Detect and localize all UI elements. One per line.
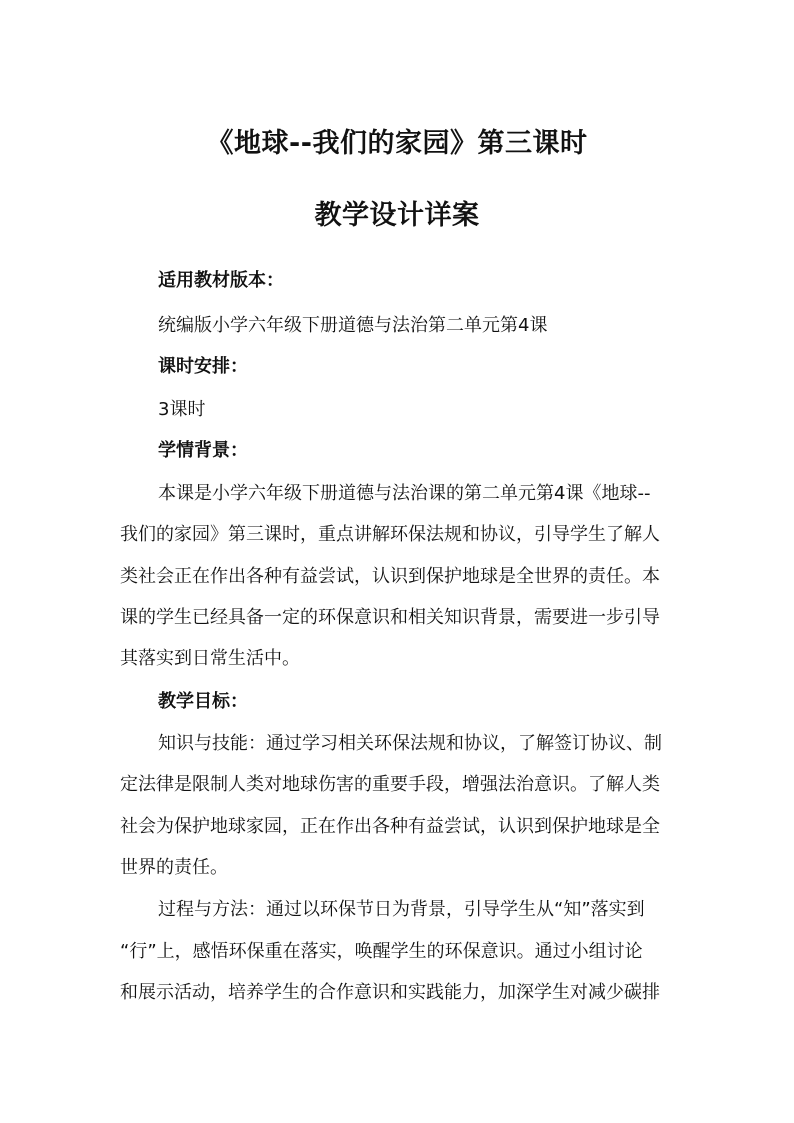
background-line-5: 其落实到日常生活中。 bbox=[120, 648, 300, 669]
schedule-value: 3课时 bbox=[158, 399, 206, 420]
goals-knowledge-line-1: 知识与技能：通过学习相关环保法规和协议，了解签订协议、制 bbox=[158, 733, 662, 754]
goals-knowledge-line-2: 定法律是限制人类对地球伤害的重要手段，增强法治意识。了解人类 bbox=[120, 774, 660, 795]
goals-knowledge-line-3: 社会为保护地球家园，正在作出各种有益尝试，认识到保护地球是全 bbox=[120, 816, 660, 837]
goals-process-line-2: “行”上，感悟环保重在落实，唤醒学生的环保意识。通过小组讨论 bbox=[120, 941, 643, 962]
background-line-4: 课的学生已经具备一定的环保意识和相关知识背景，需要进一步引导 bbox=[120, 607, 660, 628]
goals-heading: 教学目标： bbox=[158, 691, 248, 712]
goals-process-line-3: 和展示活动，培养学生的合作意识和实践能力，加深学生对减少碳排 bbox=[120, 982, 660, 1003]
schedule-heading: 课时安排： bbox=[158, 356, 248, 377]
textbook-value: 统编版小学六年级下册道德与法治第二单元第4课 bbox=[158, 315, 548, 336]
document-title-line-1: 《地球--我们的家园》第三课时 bbox=[206, 128, 588, 159]
background-line-2: 我们的家园》第三课时，重点讲解环保法规和协议，引导学生了解人 bbox=[120, 524, 660, 545]
background-heading: 学情背景： bbox=[158, 440, 248, 461]
document-title-line-2: 教学设计详案 bbox=[314, 200, 480, 231]
background-line-1: 本课是小学六年级下册道德与法治课的第二单元第4课《地球-- bbox=[158, 483, 651, 504]
goals-knowledge-line-4: 世界的责任。 bbox=[120, 857, 228, 878]
textbook-heading: 适用教材版本： bbox=[158, 270, 284, 291]
goals-process-line-1: 过程与方法：通过以环保节日为背景，引导学生从“知”落实到 bbox=[158, 899, 645, 920]
background-line-3: 类社会正在作出各种有益尝试，认识到保护地球是全世界的责任。本 bbox=[120, 566, 660, 587]
